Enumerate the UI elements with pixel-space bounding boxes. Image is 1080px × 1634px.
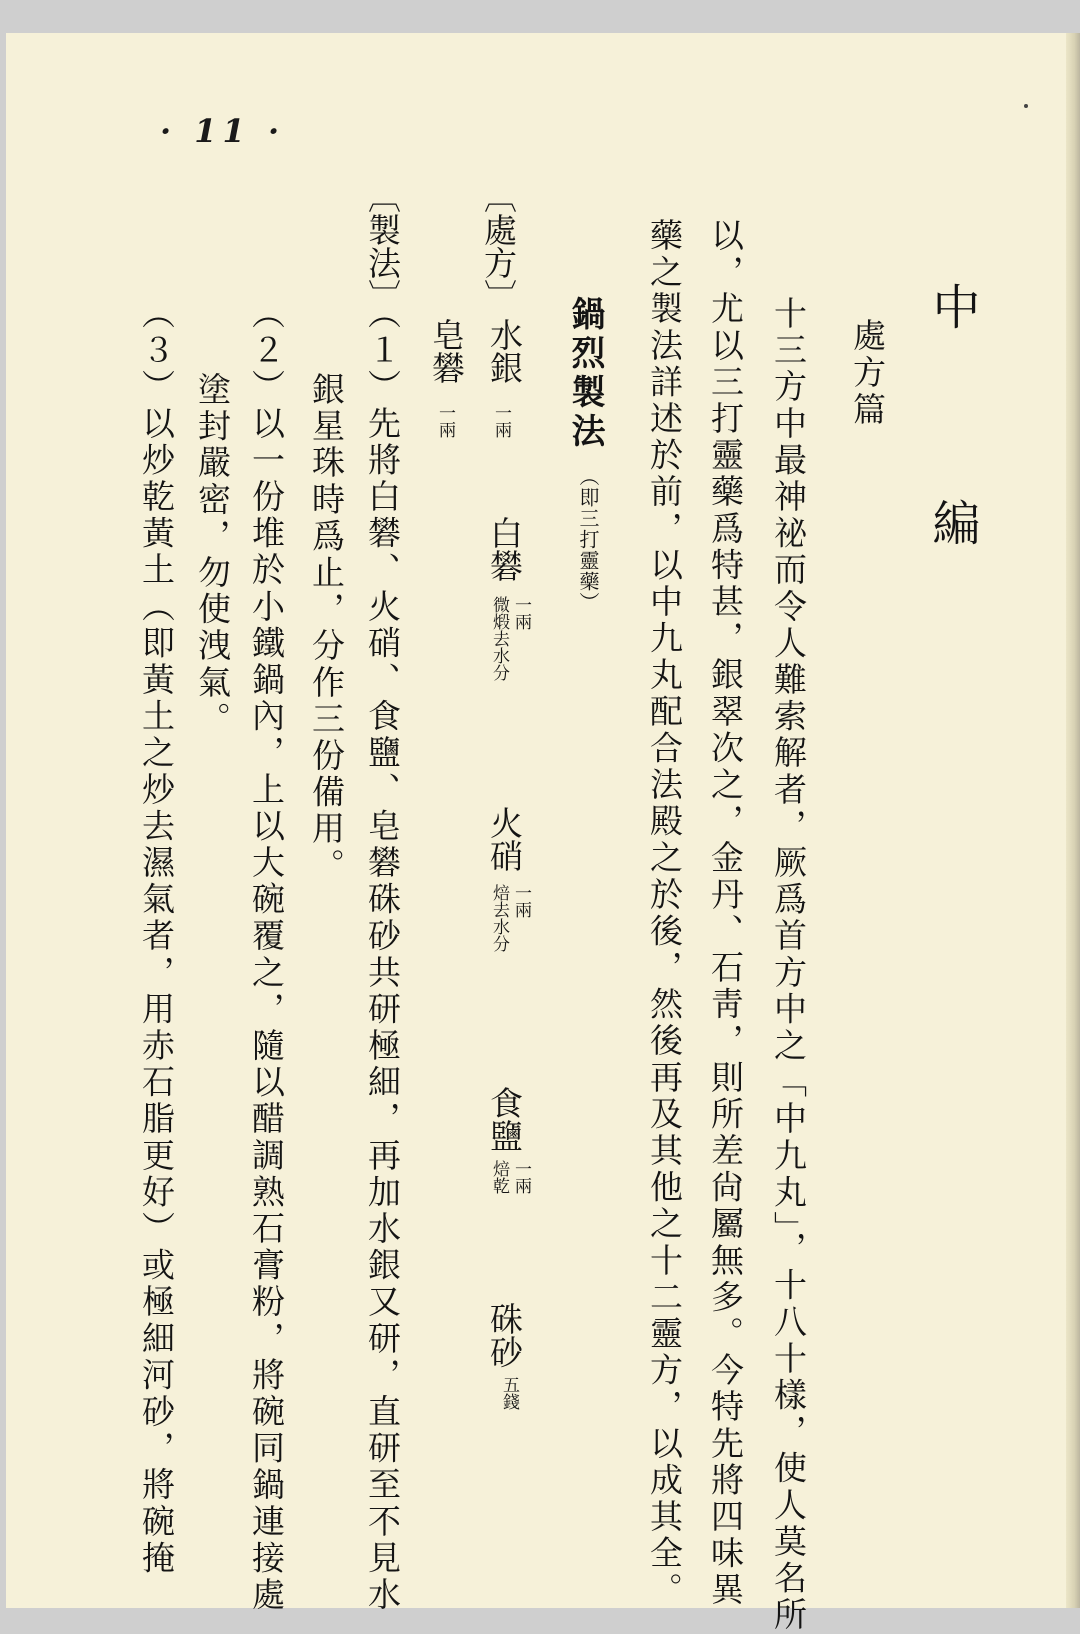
method-label: 〔製法〕 <box>363 180 402 312</box>
section-note: （即三打靈藥） <box>576 466 600 613</box>
step-1: （１）先將白礬、火硝、食鹽、皂礬硃砂共研極細，再加水銀又研，直研至不見水 <box>363 296 402 1614</box>
ingredient-amount: 一兩 <box>435 404 455 438</box>
step-3: （３）以炒乾黃土（即黃土之炒去濕氣者，用赤石脂更好）或極細河砂，將碗掩 <box>137 296 176 1577</box>
ingredient-name: 皂礬 <box>427 318 466 384</box>
page-number: · 11 · <box>160 112 286 150</box>
ingredient-amount: 一兩 <box>511 884 531 918</box>
page-edge <box>1066 33 1080 1608</box>
step-1-continued: 銀星珠時爲止，分作三份備用。 <box>307 372 346 885</box>
intro-line-1: 十三方中最神祕而令人難索解者，厥爲首方中之「中九丸」，十八十樣，使人莫名所 <box>769 296 808 1634</box>
intro-line-2: 以，尤以三打靈藥爲特甚，銀翠次之，金丹、石靑，則所差尙屬無多。今特先將四味異 <box>706 218 745 1609</box>
intro-line-3: 藥之製法詳述於前，以中九丸配合法殿之於後，然後再及其他之十二靈方，以成其全。 <box>645 218 684 1609</box>
ingredient-amount: 一兩 <box>511 1160 531 1194</box>
step-2: （２）以一份堆於小鐵鍋內，上以大碗覆之，隨以醋調熟石膏粉，將碗同鍋連接處 <box>247 296 286 1614</box>
chapter-title: 中 編 <box>924 282 980 602</box>
ingredient-note: 微煅去水分 <box>489 596 509 681</box>
step-2-continued: 塗封嚴密，勿使洩氣。 <box>193 372 232 738</box>
ink-speck <box>1024 104 1028 108</box>
ingredient-name: 硃砂 <box>485 1302 524 1368</box>
prescription-label: 〔處方〕 <box>479 180 518 312</box>
chapter-subtitle: 處方篇 <box>848 318 887 429</box>
ingredient-amount: 一兩 <box>491 404 511 438</box>
ingredient-note: 焙去水分 <box>489 884 509 952</box>
section-heading: 鍋烈製法 <box>565 296 605 452</box>
ingredient-name: 火硝 <box>485 806 524 872</box>
ingredient-name: 水銀 <box>485 318 524 384</box>
ingredient-name: 食鹽 <box>485 1086 524 1152</box>
ingredient-note: 焙乾 <box>489 1160 509 1194</box>
ingredient-amount: 五錢 <box>499 1376 519 1410</box>
ingredient-name: 白礬 <box>485 516 524 582</box>
ingredient-amount: 一兩 <box>511 596 531 630</box>
